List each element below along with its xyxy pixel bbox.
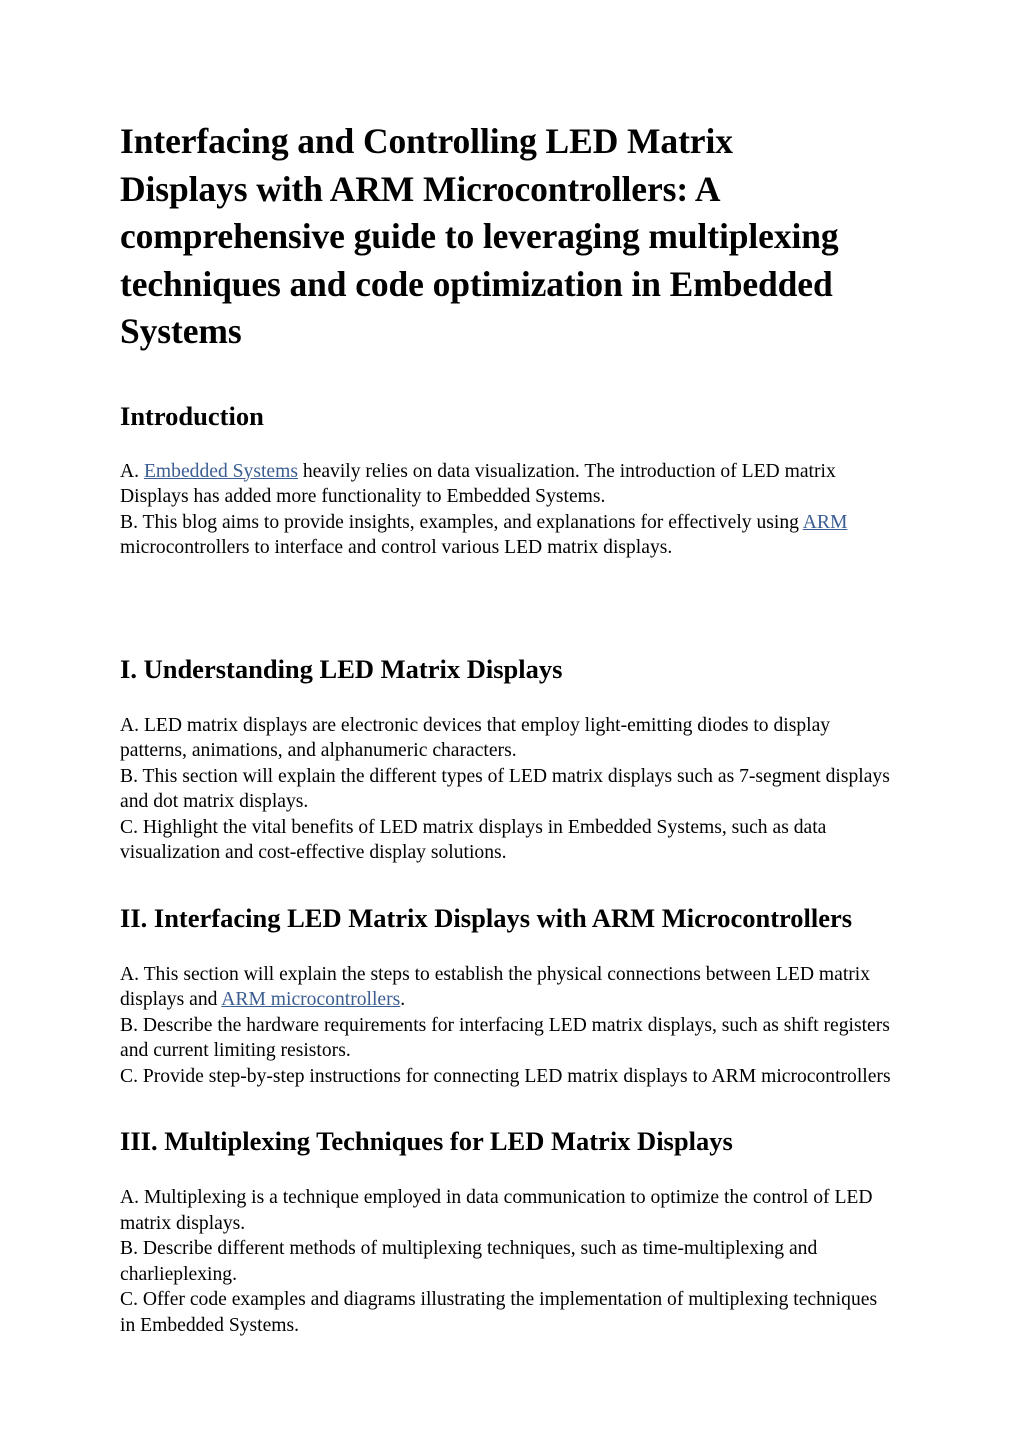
- spacer: [120, 686, 892, 713]
- spacer: [120, 1158, 892, 1185]
- paragraph-text: A. LED matrix displays are electronic devices that employ light-emitting diodes to display patterns, animations, and alphanumeric characters.: [120, 714, 831, 761]
- paragraph-text: C. Highlight the vital benefits of LED matrix displays in Embedded Systems, such as data visualization and cost-effective display solutions.: [120, 816, 827, 863]
- heading-section-iii: III. Multiplexing Techniques for LED Matrix Displays: [120, 1126, 733, 1156]
- paragraph-text: A.: [120, 460, 144, 482]
- inline-link[interactable]: ARM microcontrollers: [221, 989, 401, 1010]
- heading-introduction: Introduction: [120, 400, 264, 431]
- paragraph-i-b: [120, 764, 892, 815]
- page-title: Interfacing and Controlling LED Matrix Displays with ARM Microcontrollers: A comprehensive guide to leveraging multiplexing techniques and code optimization in Embedded Systems: [120, 121, 839, 351]
- paragraph-ii-b: [120, 1013, 892, 1064]
- paragraph-intro-a: [120, 459, 892, 510]
- paragraph-text: B. Describe different methods of multiplexing techniques, such as time-multiplexing and charlieplexing.: [120, 1238, 818, 1285]
- paragraph-text: microcontrollers to interface and control various LED matrix displays.: [120, 537, 673, 558]
- paragraph-iii-b: [120, 1236, 892, 1287]
- paragraph-text: heavily relies on data visualization. The introduction of LED matrix Displays has added more functionality to Embedded Systems.: [120, 460, 836, 507]
- heading-section-ii: II. Interfacing LED Matrix Displays with ARM Microcontrollers: [120, 902, 853, 933]
- spacer: [120, 935, 892, 962]
- paragraph-intro-b: [120, 510, 892, 561]
- paragraph-text: C. Offer code examples and diagrams illustrating the implementation of multiplexing techniques in Embedded Systems.: [120, 1289, 878, 1336]
- paragraph-text: A. This section will explain the steps to establish the physical connections between LED matrix displays and: [120, 963, 871, 1010]
- spacer: [120, 561, 892, 653]
- paragraph-text: B. Describe the hardware requirements for interfacing LED matrix displays, such as shift registers and current limiting resistors.: [120, 1014, 890, 1061]
- paragraph-text: A. Multiplexing is a technique employed in data communication to optimize the control of LED matrix displays.: [120, 1187, 873, 1234]
- paragraph-text: B. This blog aims to provide insights, examples, and explanations for effectively using: [120, 511, 803, 533]
- spacer: [120, 432, 892, 459]
- document-content: [120, 118, 892, 1338]
- paragraph-iii-a: [120, 1185, 892, 1236]
- heading-section-i: I. Understanding LED Matrix Displays: [120, 653, 563, 684]
- paragraph-i-a: [120, 713, 892, 764]
- spacer: [120, 866, 892, 902]
- paragraph-iii-c: [120, 1287, 892, 1338]
- spacer: [120, 1089, 892, 1125]
- spacer: [120, 356, 892, 378]
- paragraph-text: B. This section will explain the different types of LED matrix displays such as 7-segment displays and dot matrix displays.: [120, 765, 890, 812]
- paragraph-text: C. Provide step-by-step instructions for connecting LED matrix displays to ARM microcontrollers: [120, 1065, 891, 1087]
- paragraph-text: .: [400, 989, 406, 1010]
- inline-link[interactable]: Embedded Systems: [143, 460, 298, 482]
- paragraph-ii-c: [120, 1064, 892, 1090]
- paragraph-ii-a: [120, 962, 892, 1013]
- inline-link[interactable]: ARM: [802, 511, 848, 533]
- paragraph-i-c: [120, 815, 892, 866]
